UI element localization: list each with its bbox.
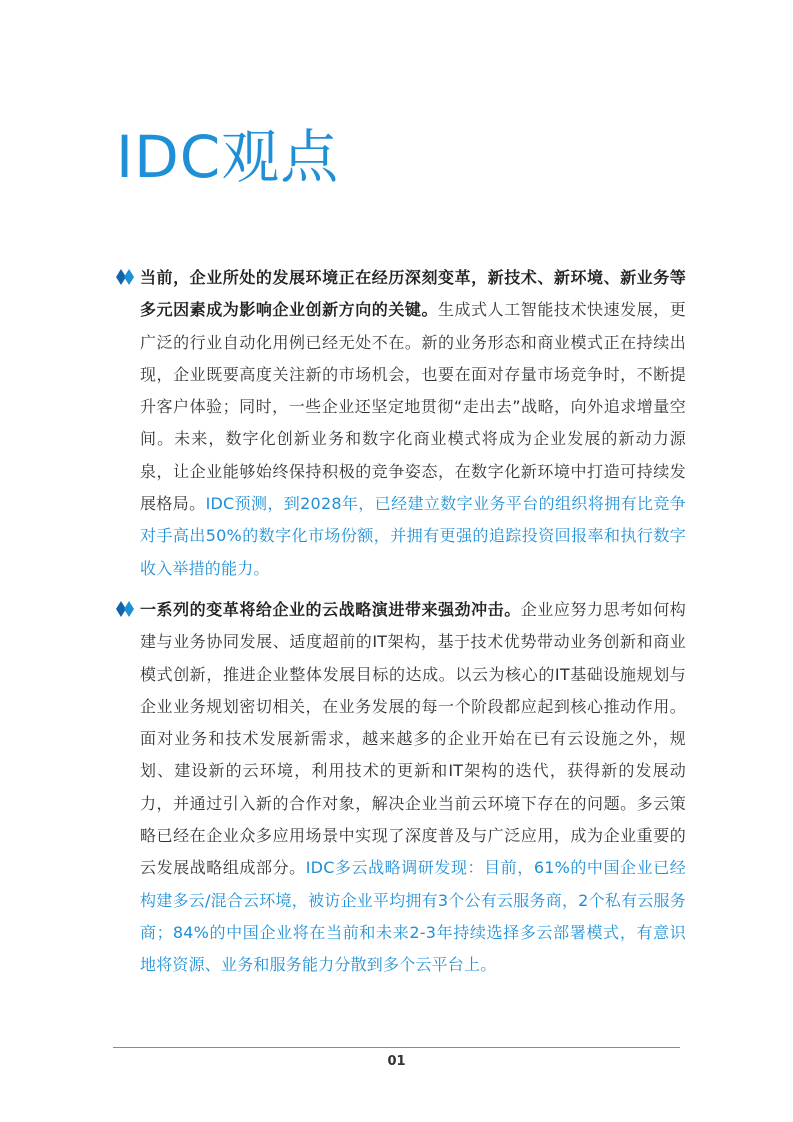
page-number: 01 xyxy=(387,1054,406,1069)
bullet-lead-1: 当前，企业所处的发展环境正在经历深刻变革，新技术、新环境、新业务等多元因素成为影响企业创新方向的关键。 xyxy=(140,268,686,320)
footer-divider xyxy=(113,1047,680,1048)
diamond-bullet-icon xyxy=(116,269,136,285)
bullet-body-2: 企业应努力思考如何构建与业务协同发展、适度超前的IT架构，基于技术优势带动业务创新和商业模式创新，推进企业整体发展目标的达成。以云为核心的IT基础设施规划与企业业务规划密切相关，在业务发展的每一个阶段都应起到核心推动作用。面对业务和技术发展新需求，越来越多的企业开始在已有云设施之外，规划、建设新的云环境，利用技术的更新和IT架构的迭代，获得新的发展动力，并通过引入新的合作对象，解决企业当前云环境下存在的问题。多云策略已经在企业众多应用场景中实现了深度普及与广泛应用，成为企业重要的云发展战略组成部分。 xyxy=(140,600,686,878)
bullet-paragraph-1 xyxy=(116,262,686,585)
bullet-paragraph-2 xyxy=(116,594,686,982)
bullet-text-2 xyxy=(140,594,686,982)
bullet-body-1: 生成式人工智能技术快速发展，更广泛的行业自动化用例已经无处不在。新的业务形态和商业模式正在持续出现，企业既要高度关注新的市场机会，也要在面对存量市场竞争时，不断提升客户体验；同时，一些企业还坚定地贯彻“走出去”战略，向外追求增量空间。未来，数字化创新业务和数字化商业模式将成为企业发展的新动力源泉，让企业能够始终保持积极的竞争姿态，在数字化新环境中打造可持续发展格局。 xyxy=(140,300,686,514)
page-title: IDC观点 xyxy=(116,123,340,191)
bullet-lead-2: 一系列的变革将给企业的云战略演进带来强劲冲击。 xyxy=(140,600,521,619)
bullet-text-1 xyxy=(140,262,686,585)
bullet-highlight-2: IDC多云战略调研发现：目前，61%的中国企业已经构建多云/混合云环境，被访企业平均拥有3个公有云服务商，2个私有云服务商；84%的中国企业将在当前和未来2-3年持续选择多云部署模式，有意识地将资源、业务和服务能力分散到多个云平台上。 xyxy=(140,858,686,975)
diamond-bullet-icon xyxy=(116,601,136,617)
bullet-highlight-1: IDC预测，到2028年，已经建立数字业务平台的组织将拥有比竞争对手高出50%的数字化市场份额，并拥有更强的追踪投资回报率和执行数字收入举措的能力。 xyxy=(140,494,686,578)
